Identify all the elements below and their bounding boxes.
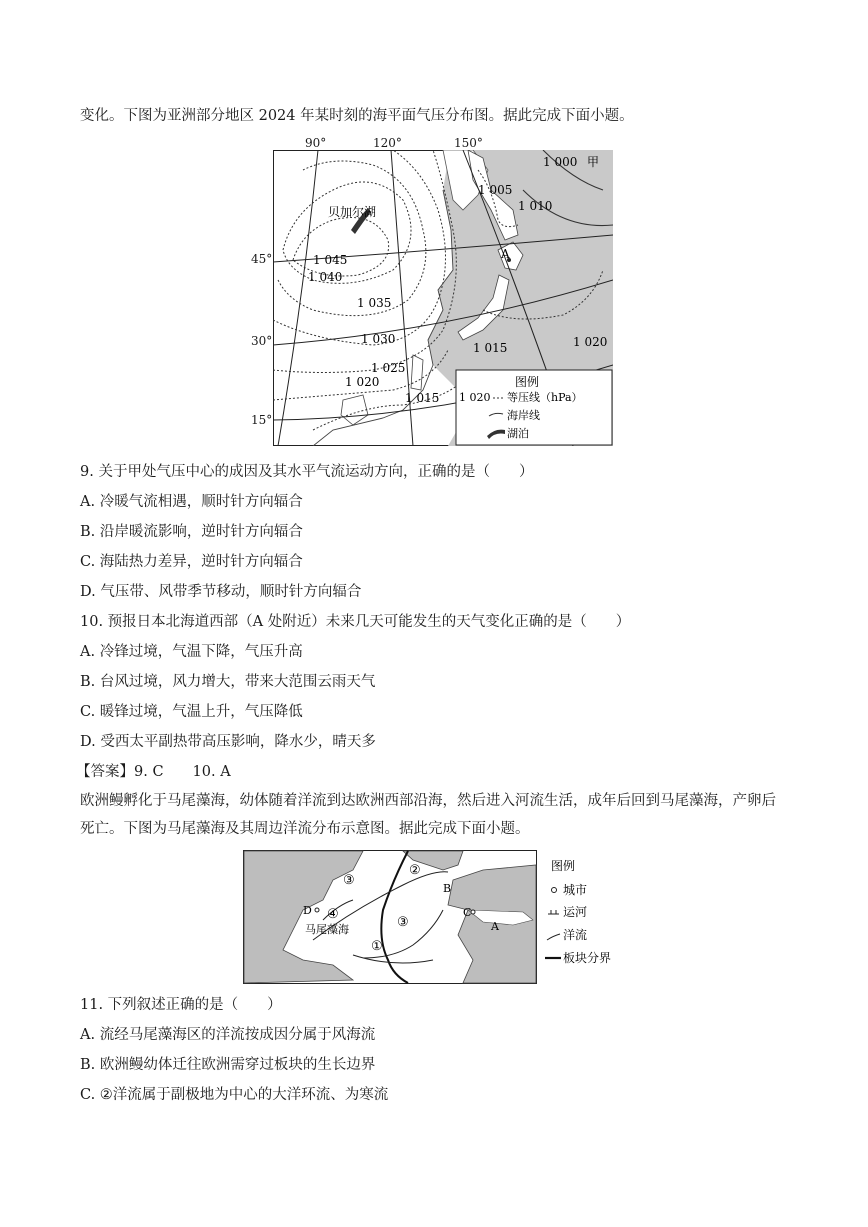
current-label-5: ① xyxy=(371,939,383,954)
lat-label-30: 30° xyxy=(251,334,273,348)
isobar-label-1020-left: 1 020 xyxy=(345,375,380,389)
isobar-label-1015-right: 1 015 xyxy=(473,341,508,355)
current-label-2: ② xyxy=(409,863,421,878)
answer-line: 【答案】9. C 10. A xyxy=(76,764,231,780)
intro-text-1: 变化。下图为亚洲部分地区 2024 年某时刻的海平面气压分布图。据此完成下面小题。 xyxy=(80,108,634,124)
lon-label-90: 90° xyxy=(305,136,327,150)
lon-label-150: 150° xyxy=(454,136,483,150)
legend-canal-text: 运河 xyxy=(563,905,588,919)
q9-option-b[interactable]: B. 沿岸暖流影响，逆时针方向辐合 xyxy=(80,524,303,540)
lat-label-45: 45° xyxy=(251,252,273,266)
q10-option-a[interactable]: A. 冷锋过境，气温下降，气压升高 xyxy=(80,644,303,660)
legend-lake-text: 湖泊 xyxy=(507,427,529,440)
sea-label: 马尾藻海 xyxy=(305,923,349,936)
pressure-map-figure xyxy=(273,150,613,446)
legend-plate-text: 板块分界 xyxy=(563,951,612,965)
point-d-label: D xyxy=(303,904,312,917)
lon-label-120: 120° xyxy=(373,136,402,150)
city-marker-d xyxy=(315,908,319,912)
intro-text-2: 欧洲鳗孵化于马尾藻海，幼体随着洋流到达欧洲西部沿海，然后进入河流生活，成年后回到马尾藻海，产卵后死亡。下图为马尾藻海及其周边洋流分布示意图。据此完成下面小题。 xyxy=(80,793,776,837)
point-a-label-2: A xyxy=(491,920,499,933)
isobar-label-1030: 1 030 xyxy=(361,332,396,346)
q10-option-d[interactable]: D. 受西太平副热带高压影响，降水少，晴天多 xyxy=(80,734,376,750)
q10-stem: 10. 预报日本北海道西部（A 处附近）未来几天可能发生的天气变化正确的是（ ） xyxy=(80,614,631,630)
isobar-label-1035: 1 035 xyxy=(357,296,392,310)
legend-coast-text: 海岸线 xyxy=(507,409,540,422)
q9-stem: 9. 关于甲处气压中心的成因及其水平气流运动方向，正确的是（ ） xyxy=(80,464,534,480)
point-c-label: C xyxy=(463,906,472,919)
isobar-label-1045: 1 045 xyxy=(313,253,348,267)
legend-current-text: 洋流 xyxy=(563,928,588,942)
current-label-3: ③ xyxy=(397,915,409,930)
q11-option-c[interactable]: C. ②洋流属于副极地为中心的大洋环流、为寒流 xyxy=(80,1087,389,1103)
ocean-current-svg xyxy=(243,850,625,984)
legend-title: 图例 xyxy=(515,375,540,389)
map2-legend-title: 图例 xyxy=(551,859,576,873)
lat-label-15: 15° xyxy=(251,413,273,427)
current-label-4: ④ xyxy=(327,907,339,922)
legend-city-text: 城市 xyxy=(563,883,588,897)
legend-canal-symbol xyxy=(548,910,559,914)
high-center-label: 甲 xyxy=(587,155,600,169)
legend-current-symbol xyxy=(547,934,560,940)
q11-stem: 11. 下列叙述正确的是（ ） xyxy=(80,997,282,1013)
isobar-label-1020-right: 1 020 xyxy=(573,335,608,349)
q9-option-a[interactable]: A. 冷暖气流相遇，顺时针方向辐合 xyxy=(80,494,303,510)
q10-option-b[interactable]: B. 台风过境，风力增大，带来大范围云雨天气 xyxy=(80,674,376,690)
isobar-label-1005: 1 005 xyxy=(478,183,513,197)
point-a-label: A xyxy=(501,247,510,261)
lake-label: 贝加尔湖 xyxy=(328,205,377,219)
isobar-label-1000: 1 000 xyxy=(543,155,578,169)
pressure-map-svg xyxy=(273,150,613,446)
taiwan-island xyxy=(411,355,423,390)
isobar-label-1025: 1 025 xyxy=(371,361,406,375)
q9-option-d[interactable]: D. 气压带、风带季节移动，顺时针方向辐合 xyxy=(80,584,362,600)
current-label-1: ③ xyxy=(343,873,355,888)
legend-isobar-text: 等压线（hPa） xyxy=(507,391,583,404)
q10-option-c[interactable]: C. 暖锋过境，气温上升，气压降低 xyxy=(80,704,303,720)
legend-isobar-value: 1 020 xyxy=(459,391,491,404)
city-marker-c xyxy=(471,910,475,914)
isobar-label-1015-left: 1 015 xyxy=(405,391,440,405)
ocean-current-figure xyxy=(243,850,625,984)
q9-option-c[interactable]: C. 海陆热力差异，逆时针方向辐合 xyxy=(80,554,303,570)
isobar-label-1010: 1 010 xyxy=(518,199,553,213)
q11-option-a[interactable]: A. 流经马尾藻海区的洋流按成因分属于风海流 xyxy=(80,1027,376,1043)
legend-city-symbol xyxy=(552,888,557,893)
isobar-label-1040: 1 040 xyxy=(308,270,343,284)
point-b-label: B xyxy=(443,882,452,895)
q11-option-b[interactable]: B. 欧洲鳗幼体迁往欧洲需穿过板块的生长边界 xyxy=(80,1057,376,1073)
